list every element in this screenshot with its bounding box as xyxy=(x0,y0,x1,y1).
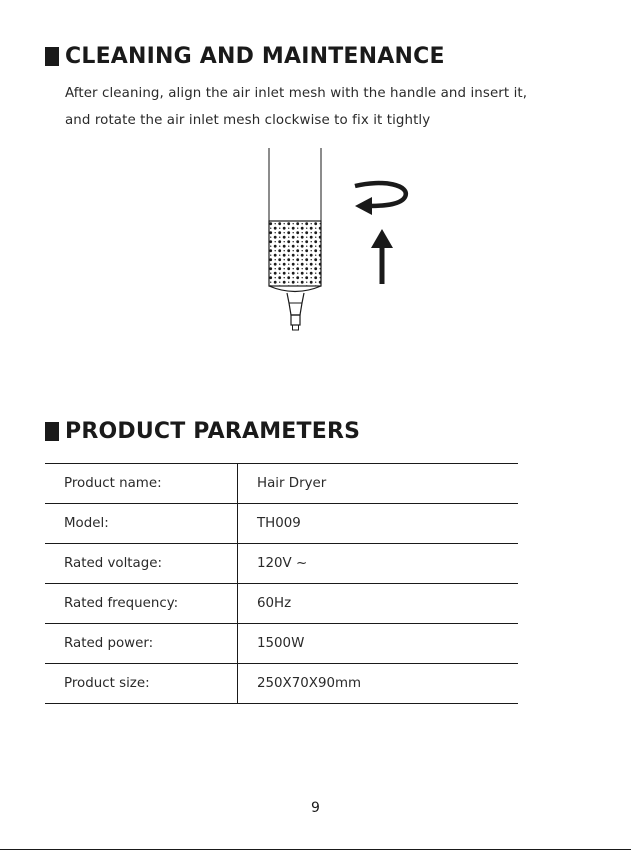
table-row xyxy=(45,464,518,504)
table-row xyxy=(45,624,518,664)
bottom-divider xyxy=(0,849,631,850)
up-arrow-icon xyxy=(371,229,393,284)
hair-dryer-handle-icon xyxy=(269,148,321,330)
param-value: 250X70X90mm xyxy=(238,664,519,704)
table-row xyxy=(45,584,518,624)
heading-marker xyxy=(45,47,59,66)
parameters-table xyxy=(45,463,518,704)
param-label: Rated power: xyxy=(45,624,238,664)
param-label: Product name: xyxy=(45,464,238,504)
cleaning-instructions xyxy=(65,80,595,134)
table-row xyxy=(45,544,518,584)
heading-marker xyxy=(45,422,59,441)
param-value: TH009 xyxy=(238,504,519,544)
cleaning-section-heading xyxy=(45,44,445,69)
rotate-clockwise-arrow-icon xyxy=(355,183,406,215)
mesh-install-illustration xyxy=(255,145,425,335)
cleaning-heading-text: CLEANING AND MAINTENANCE xyxy=(65,44,445,69)
param-value: 120V ~ xyxy=(238,544,519,584)
param-label: Rated voltage: xyxy=(45,544,238,584)
param-value: Hair Dryer xyxy=(238,464,519,504)
instruction-line-1: After cleaning, align the air inlet mesh with the handle and insert it, xyxy=(65,86,528,101)
param-value: 60Hz xyxy=(238,584,519,624)
instruction-line-2: and rotate the air inlet mesh clockwise to fix it tightly xyxy=(65,113,431,128)
parameters-section-heading xyxy=(45,419,360,444)
parameters-heading-text: PRODUCT PARAMETERS xyxy=(65,419,361,444)
table-row xyxy=(45,504,518,544)
param-label: Model: xyxy=(45,504,238,544)
param-label: Product size: xyxy=(45,664,238,704)
table-row xyxy=(45,664,518,704)
param-value: 1500W xyxy=(238,624,519,664)
page-number: 9 xyxy=(311,800,320,816)
param-label: Rated frequency: xyxy=(45,584,238,624)
